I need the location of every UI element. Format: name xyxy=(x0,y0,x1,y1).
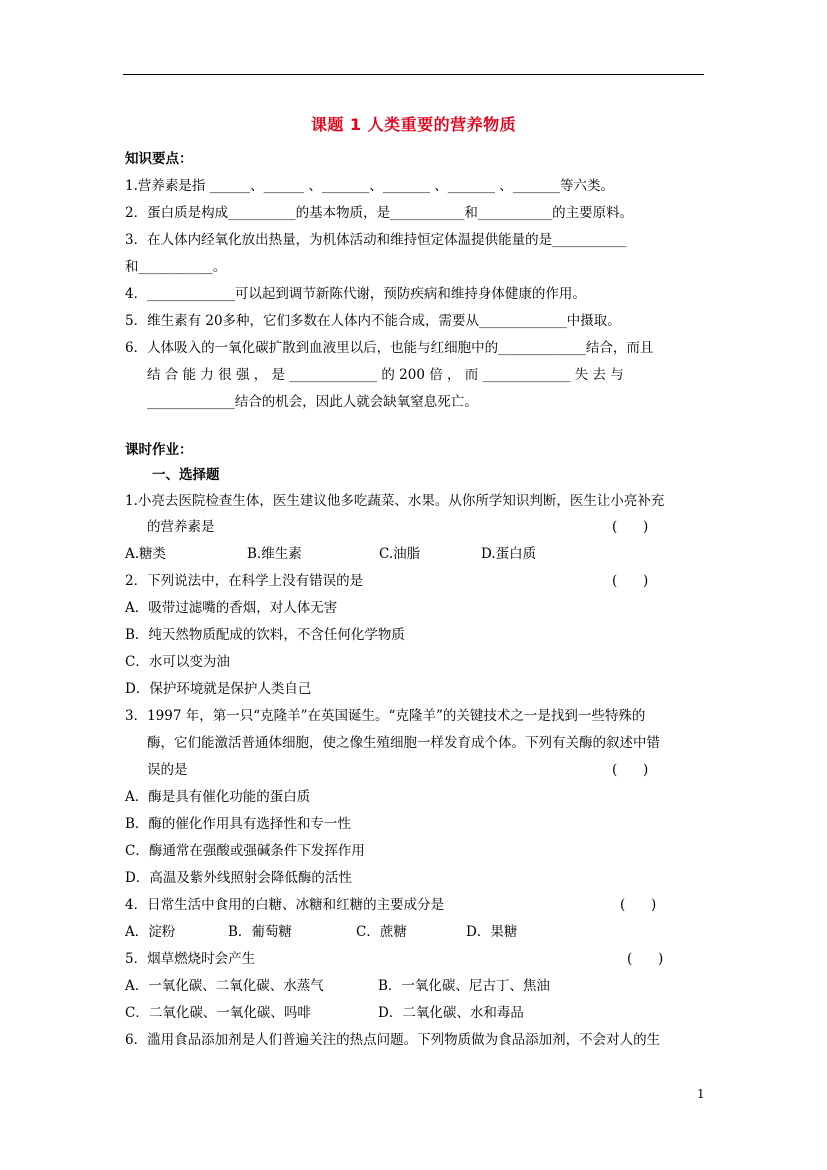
knowledge-item-4: 4．_____________可以起到调节新陈代谢，预防疾病和维持身体健康的作用。 xyxy=(125,286,586,302)
question-3-option-b: B．酶的催化作用具有选择性和专一性 xyxy=(125,816,351,832)
knowledge-item-6-end: _____________结合的机会，因此人就会缺氧窒息死亡。 xyxy=(147,394,478,410)
answer-blank-5: ( ) xyxy=(627,951,664,967)
question-5-option-b: B．一氧化碳、尼古丁、焦油 xyxy=(378,978,550,994)
question-4: 4．日常生活中食用的白糖、冰糖和红糖的主要成分是 xyxy=(125,897,445,913)
question-3-cont: 酶，它们能激活普通体细胞，使之像生殖细胞一样发育成个体。下列有关酶的叙述中错 xyxy=(147,735,660,751)
knowledge-heading: 知识要点： xyxy=(125,151,193,167)
knowledge-item-3: 3．在人体内经氧化放出热量，为机体活动和维持恒定体温提供能量的是___________ xyxy=(125,232,627,248)
page-title: 课题 1 人类重要的营养物质 xyxy=(310,115,517,134)
question-2: 2．下列说法中，在科学上没有错误的是 xyxy=(125,573,364,589)
question-4-option-c: C．蔗糖 xyxy=(356,924,407,940)
question-3-option-d: D．高温及紫外线照射会降低酶的活性 xyxy=(125,870,352,886)
question-2-option-b: B．纯天然物质配成的饮料，不含任何化学物质 xyxy=(125,627,405,643)
answer-blank-2: ( ) xyxy=(612,573,649,589)
question-3-end: 误的是 xyxy=(147,762,188,778)
question-4-option-b: B．葡萄糖 xyxy=(228,924,292,940)
question-6: 6．滥用食品添加剂是人们普遍关注的热点问题。下列物质做为食品添加剂，不会对人的生 xyxy=(125,1032,661,1048)
knowledge-item-3-cont: 和___________。 xyxy=(125,259,227,275)
question-2-option-c: C．水可以变为油 xyxy=(125,654,230,670)
question-1-option-b: B.维生素 xyxy=(247,546,302,562)
answer-blank-3: ( ) xyxy=(612,762,649,778)
question-3-option-a: A．酶是具有催化功能的蛋白质 xyxy=(125,789,311,805)
question-1: 1.小亮去医院检查生体，医生建议他多吃蔬菜、水果。从你所学知识判断，医生让小亮补充 xyxy=(125,493,665,509)
question-1-cont: 的营养素是 xyxy=(147,519,215,535)
answer-blank-4: ( ) xyxy=(620,897,657,913)
question-2-option-a: A．吸带过滤嘴的香烟，对人体无害 xyxy=(125,600,338,616)
question-1-option-c: C.油脂 xyxy=(379,546,421,562)
question-5-option-a: A．一氧化碳、二氧化碳、水蒸气 xyxy=(125,978,324,994)
question-4-option-a: A．淀粉 xyxy=(125,924,176,940)
question-5-option-c: C．二氧化碳、一氧化碳、吗啡 xyxy=(125,1005,311,1021)
knowledge-item-6-cont: 结 合 能 力 很 强 ， 是 _____________ 的 200 倍 ， 而 _____________ 失 去 与 xyxy=(147,367,624,383)
question-4-option-d: D．果糖 xyxy=(466,924,518,940)
question-3-option-c: C．酶通常在强酸或强碱条件下发挥作用 xyxy=(125,843,365,859)
question-3: 3．1997 年，第一只“克隆羊”在英国诞生。“克隆羊”的关键技术之一是找到一些特殊的 xyxy=(125,708,646,724)
question-5: 5．烟草燃烧时会产生 xyxy=(125,951,256,967)
knowledge-item-6: 6．人体吸入的一氧化碳扩散到血液里以后，也能与红细胞中的_____________结合，而且 xyxy=(125,340,654,356)
question-1-option-d: D.蛋白质 xyxy=(481,546,537,562)
knowledge-item-5: 5．维生素有 20多种，它们多数在人体内不能合成，需要从_____________中摄取。 xyxy=(125,313,621,329)
answer-blank-1: ( ) xyxy=(612,519,649,535)
knowledge-item-1: 1.营养素是指 ______、______ 、_______、_______ 、_______ 、_______等六类。 xyxy=(125,178,615,194)
question-1-option-a: A.糖类 xyxy=(125,546,167,562)
question-5-option-d: D．二氧化碳、水和毒品 xyxy=(378,1005,524,1021)
header-rule xyxy=(123,74,704,75)
section-heading: 一、选择题 xyxy=(152,467,220,483)
question-2-option-d: D．保护环境就是保护人类自己 xyxy=(125,681,312,697)
page-number: 1 xyxy=(697,1087,705,1101)
homework-heading: 课时作业： xyxy=(125,442,193,458)
knowledge-item-2: 2．蛋白质是构成__________的基本物质，是___________和___________的主要原料。 xyxy=(125,205,634,221)
